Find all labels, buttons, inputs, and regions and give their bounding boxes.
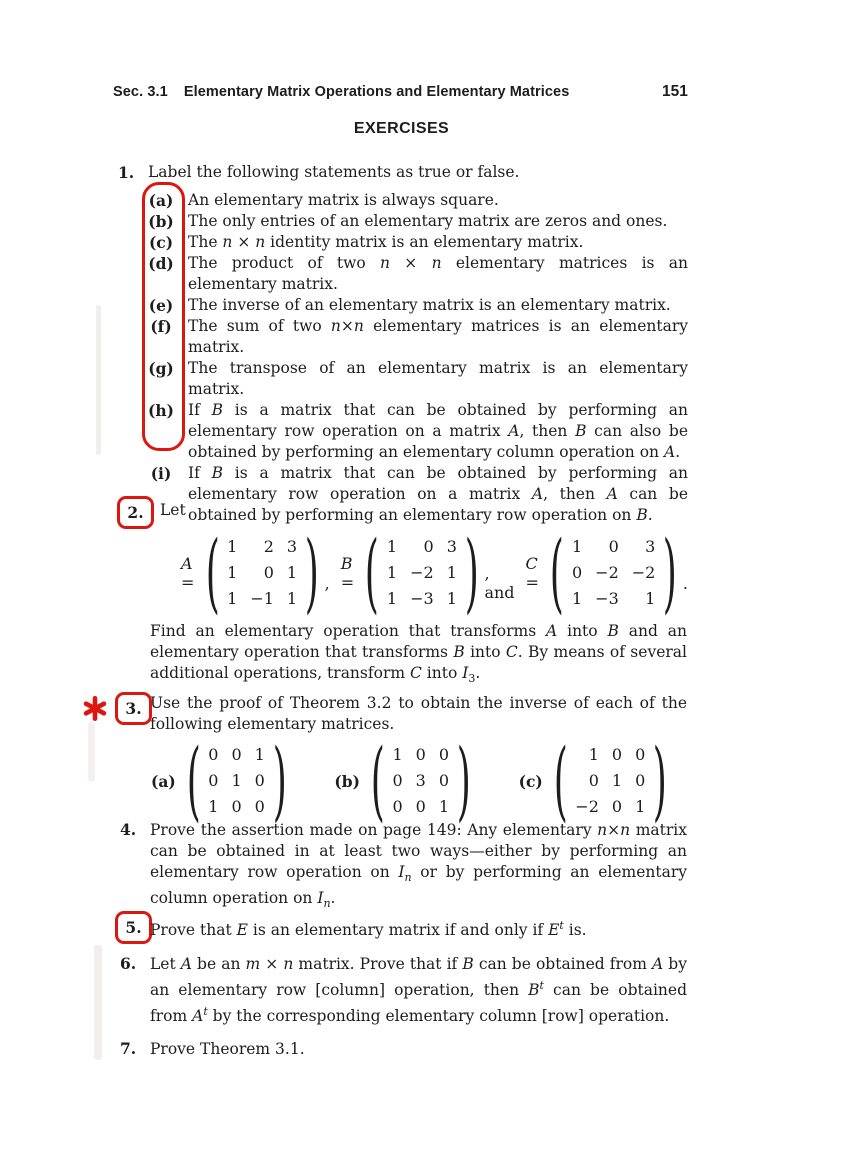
matrix-cell: 1: [386, 589, 398, 608]
statement-a: [118, 190, 692, 211]
matrix-B-grid: [381, 534, 463, 612]
scan-artifact: [94, 945, 102, 1060]
matrix-cell: −3: [595, 589, 619, 608]
part-c: [518, 731, 669, 831]
right-paren: ): [464, 523, 479, 623]
matrix-cell: 1: [588, 745, 599, 764]
matrix-cell: 0: [231, 797, 242, 816]
exercise-body: Find an elementary operation that transforms A into B and an elementary operation that transforms B into C. By means of several additional operations, transform C into $I_3$.: [150, 622, 687, 686]
matrix-cell: 1: [254, 745, 265, 764]
scan-artifact: [96, 305, 101, 455]
exercise-body: Use the proof of Theorem 3.2 to obtain the inverse of each of the following elementary matrices.: [150, 694, 687, 733]
matrix-cell: 2: [263, 537, 274, 556]
matrix-cell: 1: [446, 589, 457, 608]
matrix-cell: 3: [286, 537, 298, 556]
exercise-1: [118, 163, 692, 526]
exercise-body: Prove that E is an elementary matrix if and only if $E^t$ is.: [150, 919, 587, 940]
matrix-cell: 0: [263, 563, 274, 582]
statement-e: [118, 295, 692, 316]
part-b: [334, 731, 472, 831]
matrix-cell: 0: [635, 745, 646, 764]
separator-period: .: [682, 573, 688, 593]
exercise-2: [117, 496, 692, 686]
exercises-heading: EXERCISES: [353, 120, 450, 137]
exercise-number: 1.: [118, 163, 135, 182]
page-number: 151: [662, 83, 688, 100]
part-c-grid: [569, 742, 651, 820]
chapter-title: Elementary Matrix Operations and Elementary Matrices: [183, 84, 570, 100]
matrix-A-label: A =: [181, 554, 195, 592]
statement-d: [118, 253, 692, 295]
statement-text: An elementary matrix is always square.: [188, 191, 499, 209]
statement-label: (e): [148, 296, 174, 315]
exercise-number: 5.: [125, 918, 142, 937]
part-label: (b): [334, 771, 360, 791]
matrix-cell: 0: [208, 745, 219, 764]
left-paren: (: [186, 731, 201, 831]
matrix-cell: −2: [575, 797, 599, 816]
exercise-5: [115, 911, 695, 944]
separator-and: , and: [484, 564, 515, 602]
part-a-matrix: [185, 731, 289, 831]
left-paren: (: [205, 523, 220, 623]
part-a-grid: [202, 742, 271, 820]
red-circled-number: [115, 692, 152, 725]
matrix-cell: −1: [250, 589, 274, 608]
matrix-cell: 0: [254, 797, 265, 816]
statement-h: [118, 400, 692, 463]
exercise-1-head: [118, 163, 692, 182]
exercise-body: Let A be an m × n matrix. Prove that if B can be obtained from A by an elementary row [column] operation, then $B^t$ can be obtained from $A^t$ by the corresponding elementary column [row] operation.: [150, 955, 687, 1026]
part-b-matrix: [369, 731, 473, 831]
right-paren: ): [663, 523, 678, 623]
matrix-cell: 1: [386, 537, 398, 556]
left-paren: (: [550, 523, 565, 623]
statement-text: The sum of two n×n elementary matrices is an elementary matrix.: [188, 317, 688, 356]
statement-c: [118, 232, 692, 253]
right-paren: ): [652, 731, 668, 831]
exercise-number: 4.: [120, 820, 137, 839]
statement-text: The n × n identity matrix is an elementary matrix.: [188, 233, 584, 251]
matrix-C-label: C =: [525, 554, 539, 592]
matrix-cell: 1: [227, 537, 238, 556]
statement-text: If B is a matrix that can be obtained by performing an elementary row operation on a matrix A, then A can be obtained by performing an elementary row operation on B.: [188, 464, 688, 524]
exercise-prompt: Label the following statements as true or false.: [148, 163, 520, 181]
exercise-7: [120, 1039, 695, 1060]
right-paren: ): [272, 731, 287, 831]
matrix-cell: −2: [595, 563, 619, 582]
exercise-number: 2.: [127, 503, 144, 522]
part-label: (a): [151, 771, 176, 791]
statement-f: [118, 316, 692, 358]
statement-list: [118, 190, 692, 526]
statement-label: (a): [148, 191, 174, 210]
matrix-cell: 0: [415, 797, 426, 816]
section-label: Sec. 3.1: [113, 84, 168, 100]
red-asterisk-icon: [83, 695, 107, 726]
statement-label: (h): [148, 401, 174, 420]
matrix-cell: −2: [410, 563, 434, 582]
matrix-cell: 1: [227, 589, 238, 608]
matrix-cell: 1: [227, 563, 238, 582]
matrix-A: [204, 523, 321, 623]
red-circled-number: [115, 911, 152, 944]
exercise-number: 7.: [120, 1039, 137, 1058]
matrix-C-grid: [566, 534, 661, 612]
left-paren: (: [553, 731, 568, 831]
matrix-cell: 0: [635, 771, 646, 790]
matrix-cell: 1: [571, 589, 583, 608]
exercise-number: 6.: [120, 954, 137, 973]
running-head: [113, 84, 713, 100]
matrix-display: [174, 523, 692, 623]
matrix-cell: 0: [608, 537, 619, 556]
statement-label: (d): [148, 254, 174, 273]
statement-label: (c): [148, 233, 174, 252]
exercise-body: Prove Theorem 3.1.: [150, 1040, 305, 1058]
matrix-cell: 0: [254, 771, 265, 790]
matrix-cell: 1: [611, 771, 623, 790]
red-circled-number: [117, 496, 154, 529]
statement-label: (g): [148, 359, 174, 378]
matrix-C: [548, 523, 679, 623]
part-b-grid: [386, 742, 455, 820]
matrix-cell: 3: [446, 537, 457, 556]
matrix-cell: 0: [423, 537, 434, 556]
matrix-cell: 0: [392, 797, 403, 816]
exercise-number: 3.: [125, 699, 142, 718]
separator-comma: ,: [324, 573, 330, 593]
exercise-lead: Let: [160, 501, 186, 519]
statement-label: (b): [148, 212, 174, 231]
statement-text: The only entries of an elementary matrix are zeros and ones.: [188, 212, 668, 230]
matrix-cell: 1: [635, 797, 646, 816]
matrix-cell: 0: [611, 797, 623, 816]
matrix-cell: 1: [645, 589, 656, 608]
part-a: [151, 731, 288, 831]
left-paren: (: [365, 523, 380, 623]
matrix-cell: 1: [571, 537, 583, 556]
matrix-B: [363, 523, 480, 623]
matrix-cell: 1: [286, 563, 298, 582]
matrix-cell: 1: [208, 797, 219, 816]
statement-text: If B is a matrix that can be obtained by performing an elementary row operation on a matrix A, then B can also be obtained by performing an elementary column operation on A.: [188, 401, 688, 461]
exercise-4: [120, 820, 695, 914]
statement-text: The inverse of an elementary matrix is an elementary matrix.: [188, 296, 671, 314]
matrix-cell: −2: [631, 563, 656, 582]
exercise-body: Prove the assertion made on page 149: Any elementary n×n matrix can be obtained in at least two ways—either by performing an elementary row operation on $I_n$ or by performing an elementary column operation on $I_n$.: [150, 821, 688, 911]
matrix-cell: 0: [438, 745, 450, 764]
matrix-cell: 3: [645, 537, 656, 556]
statement-b: [118, 211, 692, 232]
matrix-cell: 0: [438, 771, 450, 790]
left-paren: (: [370, 731, 385, 831]
matrix-cell: 0: [231, 745, 242, 764]
part-c-matrix: [552, 731, 669, 831]
matrix-cell: −3: [410, 589, 434, 608]
matrix-cell: 1: [438, 797, 450, 816]
matrix-cell: 1: [446, 563, 457, 582]
matrix-cell: 0: [392, 771, 403, 790]
matrix-cell: 1: [392, 745, 403, 764]
matrix-cell: 0: [571, 563, 583, 582]
statement-g: [118, 358, 692, 400]
matrix-A-grid: [221, 534, 303, 612]
matrix-cell: 0: [208, 771, 219, 790]
matrix-cell: 0: [611, 745, 623, 764]
statement-label: (i): [150, 464, 172, 483]
statement-text: The product of two n × n elementary matrices is an elementary matrix.: [188, 254, 689, 293]
matrix-cell: 0: [588, 771, 599, 790]
right-paren: ): [304, 523, 319, 623]
scan-artifact: [88, 722, 95, 782]
matrix-B-label: B =: [340, 554, 355, 592]
statement-label: (f): [150, 317, 172, 336]
matrix-parts: [151, 731, 669, 831]
part-label: (c): [518, 771, 543, 791]
matrix-cell: 1: [386, 563, 398, 582]
matrix-cell: 3: [415, 771, 426, 790]
matrix-cell: 0: [415, 745, 426, 764]
matrix-cell: 1: [231, 771, 242, 790]
right-paren: ): [456, 731, 471, 831]
exercise-6: [120, 954, 695, 1027]
statement-text: The transpose of an elementary matrix is an elementary matrix.: [188, 359, 688, 398]
matrix-cell: 1: [286, 589, 298, 608]
